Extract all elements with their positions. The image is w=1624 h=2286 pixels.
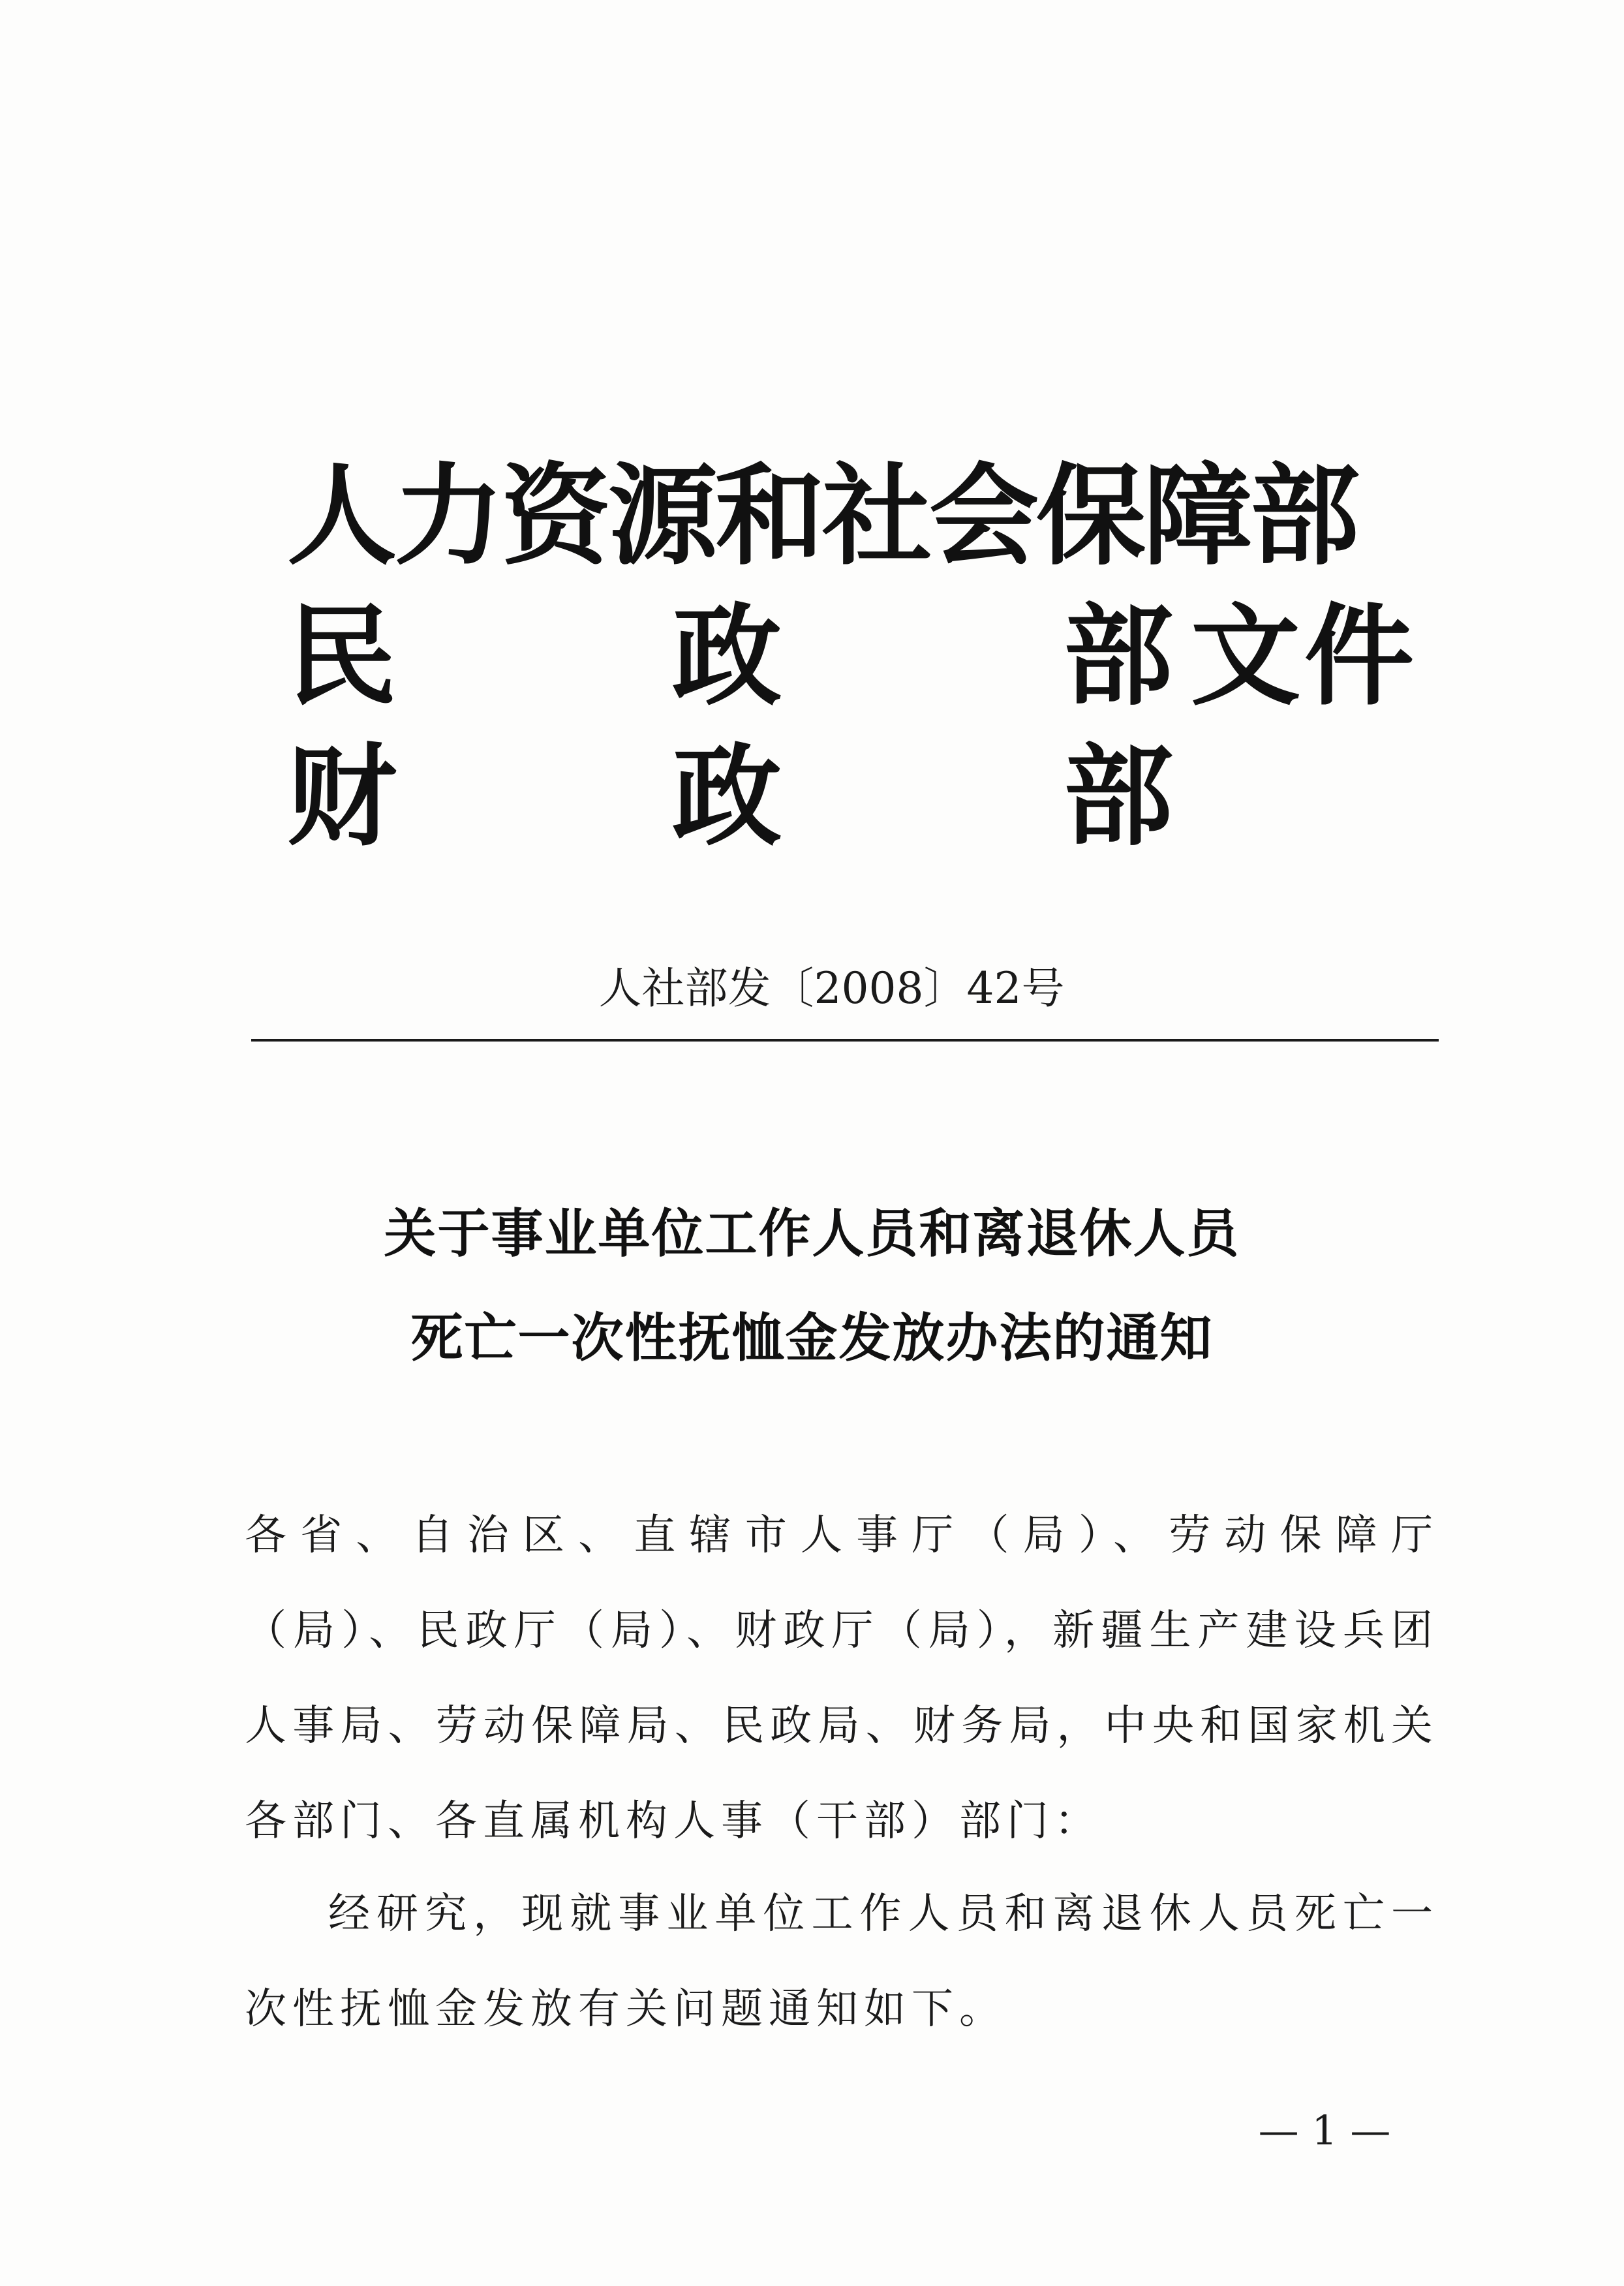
agency-char: 政 [672, 591, 782, 720]
agency-row-finance [287, 731, 1494, 861]
document-type-label: 文件 [1191, 591, 1418, 720]
agency-char: 政 [672, 732, 782, 861]
issuing-agencies-header [287, 450, 1494, 868]
agency-char: 部 [1064, 591, 1173, 720]
addressee-paragraph: 各省、自治区、直辖市人事厅（局）、劳动保障厅（局）、民政厅（局）、财政厅（局），新疆生产建设兵团人事局、劳动保障局、民政局、财务局，中央和国家机关各部门、各直属机构人事（干部）部门： [245, 1511, 1439, 1846]
agency-char: 财 [287, 732, 397, 861]
agency-row-civil-affairs [287, 591, 1494, 721]
document-number [0, 959, 1624, 1018]
page-number: — 1 — [1258, 2107, 1391, 2154]
agency-row-hrss [287, 450, 1494, 581]
document-number-text: 人社部发〔2008〕42号 [598, 963, 1065, 1013]
agency-name-hrss: 人力资源和社会保障部 [287, 451, 1357, 580]
header-divider-line [251, 1039, 1439, 1042]
document-title-line-2: 死亡一次性抚恤金发放办法的通知 [410, 1307, 1214, 1368]
body-paragraph: 经研究，现就事业单位工作人员和离退休人员死亡一次性抚恤金发放有关问题通知如下。 [245, 1890, 1439, 2033]
agency-char: 民 [287, 591, 397, 720]
agency-char: 部 [1064, 732, 1173, 861]
document-title-line-1: 关于事业单位工作人员和离退休人员 [384, 1203, 1240, 1264]
